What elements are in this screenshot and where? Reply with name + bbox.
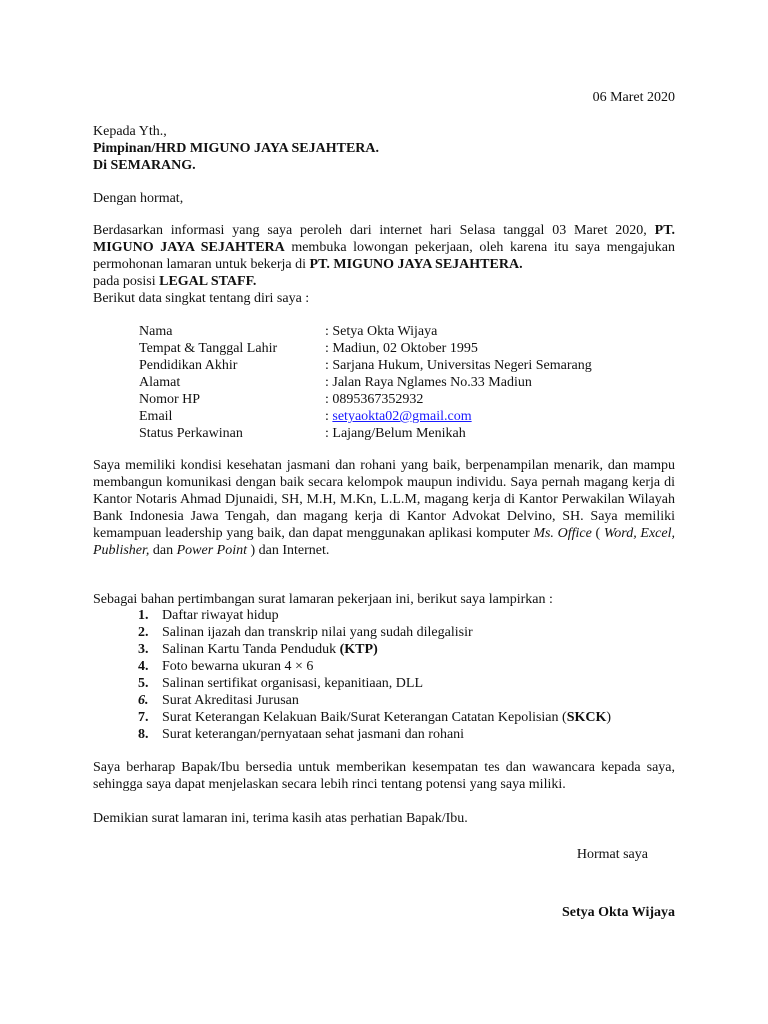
biodata-value: : Jalan Raya Nglames No.33 Madiun — [325, 375, 532, 390]
list-text-after: ) — [606, 710, 612, 725]
body-paragraph — [93, 457, 675, 559]
biodata-intro: Berikut data singkat tentang diri saya : — [93, 291, 310, 306]
list-number: 6. — [138, 693, 149, 708]
biodata-value: : Madiun, 02 Oktober 1995 — [325, 341, 478, 356]
attachments-list — [138, 607, 611, 743]
body-apps: Word, Excel, Publisher, — [93, 526, 675, 558]
biodata-row — [139, 323, 592, 340]
list-text-bold: (KTP) — [339, 642, 378, 657]
signature-name: Setya Okta Wijaya — [561, 905, 675, 920]
biodata-row — [139, 391, 592, 408]
letter-date: 06 Maret 2020 — [592, 90, 675, 105]
body-power-point: Power Point — [176, 543, 247, 558]
biodata-table — [139, 323, 592, 442]
list-item — [138, 624, 611, 641]
list-item — [138, 692, 611, 709]
recipient-line2: Pimpinan/HRD MIGUNO JAYA SEJAHTERA. — [93, 141, 380, 156]
body-ms-office: Ms. Office — [533, 526, 592, 541]
biodata-label: Nomor HP — [139, 392, 201, 407]
intro-text-1: Berdasarkan informasi yang saya peroleh dari internet hari Selasa tanggal 03 Maret 2020, — [93, 223, 647, 238]
biodata-row — [139, 374, 592, 391]
biodata-label: Nama — [139, 324, 173, 339]
biodata-row — [139, 408, 592, 425]
list-number: 2. — [138, 625, 149, 640]
list-text: Surat Akreditasi Jurusan — [162, 693, 299, 708]
closing-paragraph: Demikian surat lamaran ini, terima kasih atas perhatian Bapak/Ibu. — [93, 811, 468, 826]
email-link[interactable]: setyaokta02@gmail.com — [332, 409, 472, 424]
body-dan: dan — [149, 543, 177, 558]
biodata-label: Tempat & Tanggal Lahir — [139, 341, 278, 356]
list-text: Salinan Kartu Tanda Penduduk — [162, 642, 340, 657]
closing-salutation: Hormat saya — [576, 847, 648, 862]
list-item — [138, 658, 611, 675]
list-item — [138, 675, 611, 692]
list-text: Surat keterangan/pernyataan sehat jasmani dan rohani — [162, 727, 465, 742]
position-line — [93, 273, 675, 290]
list-item — [138, 709, 611, 726]
intro-text-2: membuka lowongan pekerjaan, oleh karena itu saya mengajukan permohonan lamaran untuk bekerja di — [93, 240, 676, 272]
list-number: 5. — [138, 676, 149, 691]
body-text: Saya memiliki kondisi kesehatan jasmani dan rohani yang baik, berpenampilan menarik, dan mampu membangun komunikasi dengan baik secara kelompok maupun individu. Saya pernah magang kerja di Kantor Notaris Ahmad Djunaidi, SH, M.H, M.Kn, L.L.M, magang kerja di Kantor Perwakilan Wilayah Bank Indonesia Jawa Tengah, dan magang kerja di Kantor Advokat Delvino, SH. Saya memiliki kemampuan leadership yang baik, dan dapat menggunakan aplikasi komputer — [93, 458, 675, 541]
list-number: 4. — [138, 659, 149, 674]
list-text: Salinan sertifikat organisasi, kepanitiaan, DLL — [162, 676, 424, 691]
biodata-row — [139, 340, 592, 357]
biodata-label: Email — [139, 409, 173, 424]
hope-paragraph: Saya berharap Bapak/Ibu bersedia untuk memberikan kesempatan tes dan wawancara kepada saya, sehingga saya dapat menjelaskan secara lebih rinci tentang potensi yang saya miliki. — [93, 760, 675, 792]
list-text-bold: SKCK — [566, 710, 607, 725]
recipient-line1: Kepada Yth., — [93, 124, 167, 139]
intro-company: PT. MIGUNO JAYA SEJAHTERA — [93, 223, 675, 255]
list-number: 8. — [138, 727, 149, 742]
biodata-value: : 0895367352932 — [325, 392, 424, 407]
list-text: Daftar riwayat hidup — [162, 608, 279, 623]
recipient-line3: Di SEMARANG. — [93, 158, 196, 173]
list-number: 1. — [138, 608, 149, 623]
biodata-label: Alamat — [139, 375, 181, 390]
list-number: 3. — [138, 642, 149, 657]
biodata-value: : — [325, 409, 333, 424]
biodata-value: : Sarjana Hukum, Universitas Negeri Semarang — [325, 358, 592, 373]
biodata-value: : Lajang/Belum Menikah — [325, 426, 466, 441]
list-text: Salinan ijazah dan transkrip nilai yang sudah dilegalisir — [162, 625, 473, 640]
position-title: LEGAL STAFF. — [159, 274, 257, 289]
list-text: Foto bewarna ukuran 4 × 6 — [162, 659, 314, 674]
intro-paragraph — [93, 222, 675, 273]
biodata-label: Pendidikan Akhir — [139, 358, 238, 373]
biodata-row — [139, 357, 592, 374]
list-item — [138, 641, 611, 658]
list-number: 7. — [138, 710, 149, 725]
attachments-intro: Sebagai bahan pertimbangan surat lamaran pekerjaan ini, berikut saya lampirkan : — [93, 592, 553, 607]
list-item — [138, 607, 611, 624]
biodata-label: Status Perkawinan — [139, 426, 243, 441]
list-item — [138, 726, 611, 743]
greeting: Dengan hormat, — [93, 191, 184, 206]
recipient-block — [93, 123, 675, 174]
biodata-row — [139, 425, 592, 442]
position-prefix: pada posisi — [93, 274, 160, 289]
body-close: ) dan Internet. — [247, 543, 330, 558]
body-open: ( — [591, 526, 604, 541]
list-text: Surat Keterangan Kelakuan Baik/Surat Keterangan Catatan Kepolisian ( — [162, 710, 567, 725]
biodata-value: : Setya Okta Wijaya — [325, 324, 438, 339]
intro-company-2: PT. MIGUNO JAYA SEJAHTERA. — [309, 257, 523, 272]
